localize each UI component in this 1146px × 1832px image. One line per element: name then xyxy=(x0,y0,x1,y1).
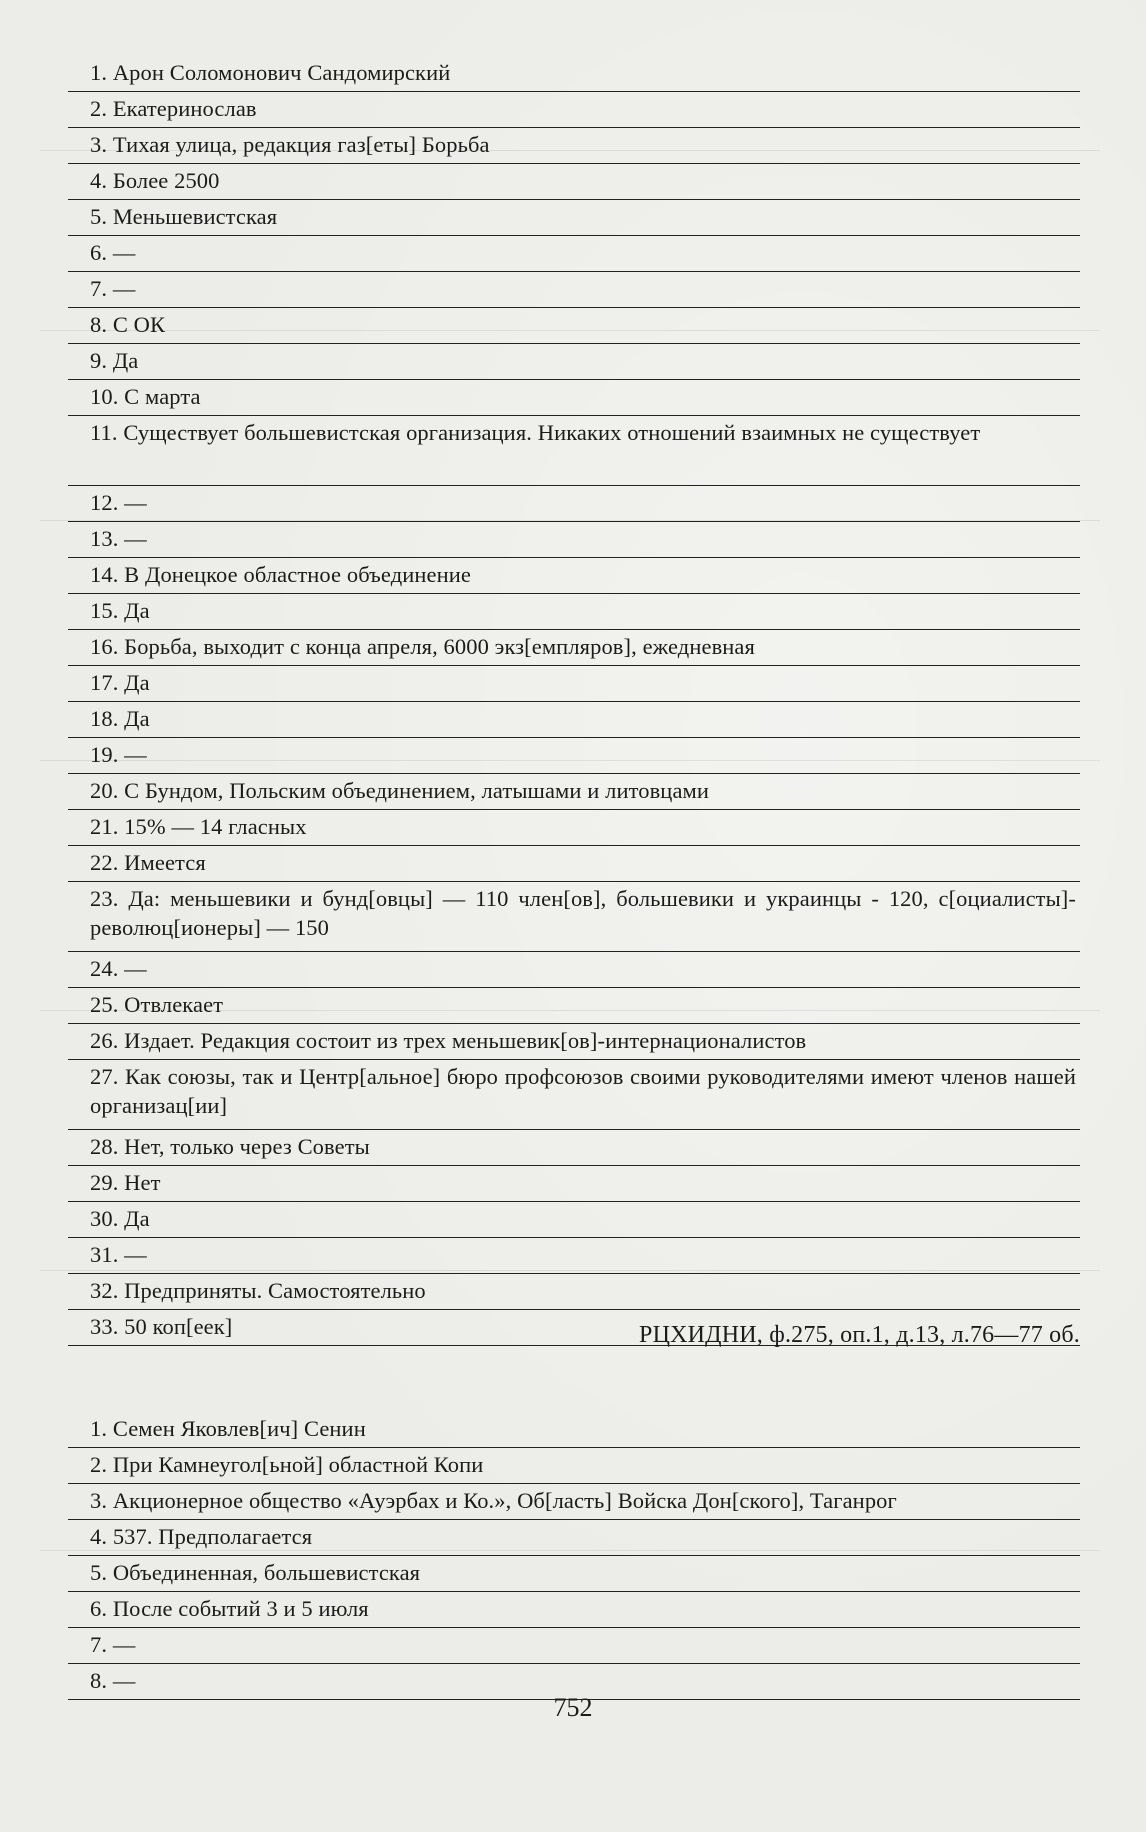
answer-number: 33. xyxy=(90,1314,119,1339)
answer-content xyxy=(68,418,1080,447)
answer-number: 1. xyxy=(90,1416,108,1441)
answer-content xyxy=(68,560,1080,589)
answer-number: 22. xyxy=(90,850,119,875)
answer-row xyxy=(68,1520,1080,1556)
answer-content xyxy=(68,668,1080,697)
answer-text: Да: меньшевики и бунд[овцы] — 110 член[ов], большевики и украинцы - 120, с[оциалисты]-революц[ионеры] — 150 xyxy=(90,886,1076,940)
answer-row xyxy=(68,630,1080,666)
answer-row xyxy=(68,846,1080,882)
answer-number: 23. xyxy=(90,886,119,911)
answer-number: 6. xyxy=(90,240,108,265)
answer-text: Отвлекает xyxy=(124,992,224,1017)
answer-number: 14. xyxy=(90,562,119,587)
answer-number: 16. xyxy=(90,634,119,659)
answer-row xyxy=(68,1060,1080,1130)
answer-number: 2. xyxy=(90,1452,108,1477)
answer-content xyxy=(68,740,1080,769)
answer-text: Нет xyxy=(124,1170,161,1195)
answer-text: — xyxy=(112,1668,136,1693)
answer-content xyxy=(68,1026,1080,1055)
answer-content xyxy=(68,954,1080,983)
answer-content xyxy=(68,1486,1080,1515)
answer-content xyxy=(68,310,1080,339)
answer-content xyxy=(68,202,1080,231)
answer-number: 15. xyxy=(90,598,119,623)
answer-content xyxy=(68,1414,1080,1443)
answer-number: 27. xyxy=(90,1064,119,1089)
answer-row xyxy=(68,1166,1080,1202)
answer-content xyxy=(68,1276,1080,1305)
answer-text: — xyxy=(124,1242,147,1267)
answer-text: Предприняты. Самостоятельно xyxy=(124,1278,426,1303)
answer-content xyxy=(68,382,1080,411)
answer-content xyxy=(68,166,1080,195)
answer-number: 1. xyxy=(90,60,108,85)
answer-content xyxy=(68,1240,1080,1269)
answer-text: 537. Предполагается xyxy=(112,1524,313,1549)
answer-content xyxy=(68,1522,1080,1551)
answer-text: — xyxy=(124,956,147,981)
answer-text: В Донецкое областное объединение xyxy=(124,562,471,587)
answer-text: Да xyxy=(124,598,150,623)
answer-content xyxy=(68,274,1080,303)
answer-content xyxy=(68,704,1080,733)
answer-text: После событий 3 и 5 июля xyxy=(112,1596,369,1621)
answer-text: — xyxy=(112,1632,136,1657)
answer-content xyxy=(68,1666,1080,1695)
answer-number: 17. xyxy=(90,670,119,695)
answer-number: 7. xyxy=(90,276,108,301)
answer-number: 4. xyxy=(90,1524,108,1549)
answer-content xyxy=(68,1558,1080,1587)
answer-text: Арон Соломонович Сандомирский xyxy=(112,60,451,85)
answer-row xyxy=(68,200,1080,236)
answer-content xyxy=(68,1630,1080,1659)
answer-number: 30. xyxy=(90,1206,119,1231)
answer-text: Нет, только через Советы xyxy=(124,1134,370,1159)
answer-text: — xyxy=(124,490,147,515)
answer-row xyxy=(68,774,1080,810)
answer-row xyxy=(68,882,1080,952)
answer-number: 5. xyxy=(90,1560,108,1585)
answer-number: 24. xyxy=(90,956,119,981)
answer-number: 29. xyxy=(90,1170,119,1195)
answer-text: Акционерное общество «Ауэрбах и Ко.», Об[ласть] Войска Дон[ского], Таганрог xyxy=(112,1488,897,1513)
answer-number: 12. xyxy=(90,490,119,515)
answer-text: Да xyxy=(124,1206,150,1231)
answer-text: — xyxy=(124,526,147,551)
answer-text: Борьба, выходит с конца апреля, 6000 экз[емпляров], ежедневная xyxy=(124,634,755,659)
answer-row xyxy=(68,164,1080,200)
answer-text: Да xyxy=(124,670,150,695)
answer-text: С Бундом, Польским объединением, латышами и литовцами xyxy=(124,778,710,803)
answer-text: Да xyxy=(124,706,150,731)
answer-number: 25. xyxy=(90,992,119,1017)
answer-row xyxy=(68,56,1080,92)
answer-text: Тихая улица, редакция газ[еты] Борьба xyxy=(112,132,490,157)
answer-row xyxy=(68,1448,1080,1484)
answer-number: 8. xyxy=(90,1668,108,1693)
answer-row xyxy=(68,416,1080,486)
answer-content xyxy=(68,990,1080,1019)
answer-text: С марта xyxy=(124,384,201,409)
answer-row xyxy=(68,272,1080,308)
answer-text: Да xyxy=(112,348,139,373)
answer-number: 28. xyxy=(90,1134,119,1159)
answer-row xyxy=(68,1592,1080,1628)
answer-content xyxy=(68,884,1080,942)
answer-row xyxy=(68,558,1080,594)
answer-number: 31. xyxy=(90,1242,119,1267)
answer-content xyxy=(68,1132,1080,1161)
answer-number: 5. xyxy=(90,204,108,229)
questionnaire-answers-list-1 xyxy=(68,56,1080,1346)
answer-row xyxy=(68,738,1080,774)
answer-row xyxy=(68,666,1080,702)
archive-source-reference: РЦХИДНИ, ф.275, оп.1, д.13, л.76—77 об. xyxy=(639,1322,1080,1348)
answer-number: 9. xyxy=(90,348,108,373)
answer-content xyxy=(68,848,1080,877)
answer-row xyxy=(68,810,1080,846)
answer-number: 20. xyxy=(90,778,119,803)
answer-row xyxy=(68,1556,1080,1592)
answer-row xyxy=(68,344,1080,380)
answer-number: 19. xyxy=(90,742,119,767)
answer-row xyxy=(68,952,1080,988)
answer-text: При Камнеугол[ьной] областной Копи xyxy=(112,1452,484,1477)
answer-content xyxy=(68,1062,1080,1120)
answer-row xyxy=(68,308,1080,344)
answer-row xyxy=(68,702,1080,738)
answer-row xyxy=(68,1274,1080,1310)
answer-content xyxy=(68,812,1080,841)
answer-content xyxy=(68,1594,1080,1623)
answer-number: 26. xyxy=(90,1028,119,1053)
answer-text: С ОК xyxy=(112,312,166,337)
answer-row xyxy=(68,128,1080,164)
answer-row xyxy=(68,988,1080,1024)
answer-text: Объединенная, большевистская xyxy=(112,1560,421,1585)
answer-row xyxy=(68,594,1080,630)
answer-content xyxy=(68,94,1080,123)
answer-row xyxy=(68,1024,1080,1060)
answer-content xyxy=(68,1204,1080,1233)
answer-number: 3. xyxy=(90,132,108,157)
answer-text: Более 2500 xyxy=(112,168,220,193)
answer-row xyxy=(68,1412,1080,1448)
answer-text: Меньшевистская xyxy=(112,204,278,229)
answer-number: 4. xyxy=(90,168,108,193)
answer-text: 50 коп[еек] xyxy=(124,1314,233,1339)
answer-row xyxy=(68,236,1080,272)
answer-content xyxy=(68,596,1080,625)
answer-text: Имеется xyxy=(124,850,206,875)
answer-row xyxy=(68,486,1080,522)
answer-content xyxy=(68,238,1080,267)
answer-row xyxy=(68,522,1080,558)
answer-content xyxy=(68,1450,1080,1479)
answer-content xyxy=(68,776,1080,805)
answer-content xyxy=(68,524,1080,553)
answer-number: 21. xyxy=(90,814,119,839)
answer-number: 13. xyxy=(90,526,119,551)
answer-row xyxy=(68,92,1080,128)
answer-text: — xyxy=(112,276,136,301)
answer-text: — xyxy=(112,240,136,265)
answer-number: 6. xyxy=(90,1596,108,1621)
answer-text: Как союзы, так и Центр[альное] бюро профсоюзов своими руководителями имеют членов нашей организац[ии] xyxy=(90,1064,1076,1118)
questionnaire-answers-list-2 xyxy=(68,1412,1080,1700)
answer-content xyxy=(68,632,1080,661)
answer-text: Семен Яковлев[ич] Сенин xyxy=(112,1416,366,1441)
answer-row xyxy=(68,1202,1080,1238)
answer-row xyxy=(68,1130,1080,1166)
answer-content xyxy=(68,346,1080,375)
answer-row xyxy=(68,1628,1080,1664)
answer-number: 11. xyxy=(90,420,118,445)
answer-number: 2. xyxy=(90,96,108,121)
answer-content xyxy=(68,488,1080,517)
answer-number: 10. xyxy=(90,384,119,409)
answer-content xyxy=(68,1168,1080,1197)
answer-content xyxy=(68,58,1080,87)
answer-number: 18. xyxy=(90,706,119,731)
answer-number: 3. xyxy=(90,1488,108,1513)
answer-text: — xyxy=(124,742,147,767)
answer-text: Существует большевистская организация. Никаких отношений взаимных не существует xyxy=(123,420,981,445)
answer-row xyxy=(68,380,1080,416)
answer-text: 15% — 14 гласных xyxy=(124,814,307,839)
answer-number: 32. xyxy=(90,1278,119,1303)
answer-content xyxy=(68,130,1080,159)
answer-text: Екатеринослав xyxy=(112,96,257,121)
answer-number: 7. xyxy=(90,1632,108,1657)
answer-row xyxy=(68,1484,1080,1520)
answer-row xyxy=(68,1238,1080,1274)
answer-text: Издает. Редакция состоит из трех меньшевик[ов]-интернационалистов xyxy=(124,1028,807,1053)
page-number: 752 xyxy=(553,1693,593,1722)
answer-number: 8. xyxy=(90,312,108,337)
